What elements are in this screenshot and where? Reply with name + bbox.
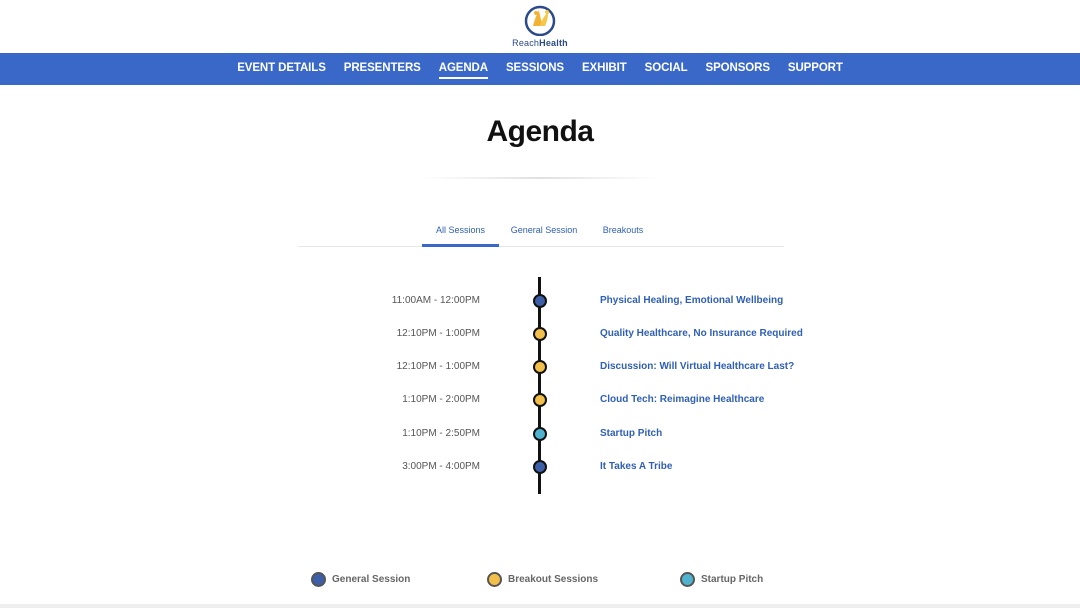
agenda-item-title-link[interactable]: Discussion: Will Virtual Healthcare Last? <box>600 361 795 372</box>
legend-label: Breakout Sessions <box>508 573 599 585</box>
nav-item-sessions[interactable]: SESSIONS <box>505 62 564 74</box>
nav-item-sponsors[interactable]: SPONSORS <box>705 62 770 74</box>
nav-item-support[interactable]: SUPPORT <box>787 62 843 74</box>
page-title: Agenda <box>486 115 594 148</box>
general-session-dot-icon <box>533 460 547 474</box>
agenda-item-time: 12:10PM - 1:00PM <box>396 361 480 372</box>
agenda-item-title-link[interactable]: Cloud Tech: Reimagine Healthcare <box>600 394 765 405</box>
breakout-session-legend-icon <box>487 572 502 587</box>
agenda-item <box>0 390 1080 410</box>
legend-label: General Session <box>332 573 411 585</box>
nav-item-event-details[interactable]: EVENT DETAILS <box>237 62 326 74</box>
header <box>0 0 1080 53</box>
agenda-item-title-link[interactable]: Physical Healing, Emotional Wellbeing <box>600 295 784 306</box>
nav-item-agenda[interactable]: AGENDA <box>438 62 488 74</box>
startup-pitch-dot-icon <box>533 427 547 441</box>
agenda-item-title-link[interactable]: It Takes A Tribe <box>600 461 673 472</box>
agenda-item <box>0 424 1080 444</box>
session-filter-tabs <box>298 218 784 247</box>
logo-mark-icon <box>523 4 557 36</box>
agenda-item-time: 3:00PM - 4:00PM <box>402 461 480 472</box>
startup-pitch-legend-icon <box>680 572 695 587</box>
legend-label: Startup Pitch <box>701 573 764 585</box>
nav-item-presenters[interactable]: PRESENTERS <box>343 62 421 74</box>
reach-health-logo[interactable] <box>508 4 572 50</box>
agenda-item <box>0 324 1080 344</box>
general-session-dot-icon <box>533 294 547 308</box>
breakout-session-dot-icon <box>533 360 547 374</box>
title-divider <box>420 177 660 179</box>
footer-divider <box>0 604 1080 608</box>
breakout-session-dot-icon <box>533 393 547 407</box>
agenda-item-time: 11:00AM - 12:00PM <box>391 295 480 306</box>
legend-breakout-sessions <box>487 571 598 587</box>
tab-general-session[interactable]: General Session <box>510 225 578 235</box>
tab-breakouts[interactable]: Breakouts <box>602 225 644 235</box>
agenda-item <box>0 291 1080 311</box>
general-session-legend-icon <box>311 572 326 587</box>
agenda-item <box>0 457 1080 477</box>
nav-item-social[interactable]: SOCIAL <box>644 62 688 74</box>
nav-item-exhibit[interactable]: EXHIBIT <box>581 62 627 74</box>
main-nav <box>0 53 1080 85</box>
breakout-session-dot-icon <box>533 327 547 341</box>
agenda-item-time: 1:10PM - 2:50PM <box>402 428 480 439</box>
agenda-item-title-link[interactable]: Startup Pitch <box>600 428 663 439</box>
agenda-item-time: 12:10PM - 1:00PM <box>396 328 480 339</box>
agenda-item-title-link[interactable]: Quality Healthcare, No Insurance Required <box>600 328 803 339</box>
tab-all-sessions[interactable]: All Sessions <box>422 218 499 247</box>
logo-wordmark: ReachHealth <box>512 38 568 48</box>
legend-startup-pitch <box>680 571 763 587</box>
legend-general-session <box>311 571 410 587</box>
agenda-item-time: 1:10PM - 2:00PM <box>402 394 480 405</box>
agenda-item <box>0 357 1080 377</box>
